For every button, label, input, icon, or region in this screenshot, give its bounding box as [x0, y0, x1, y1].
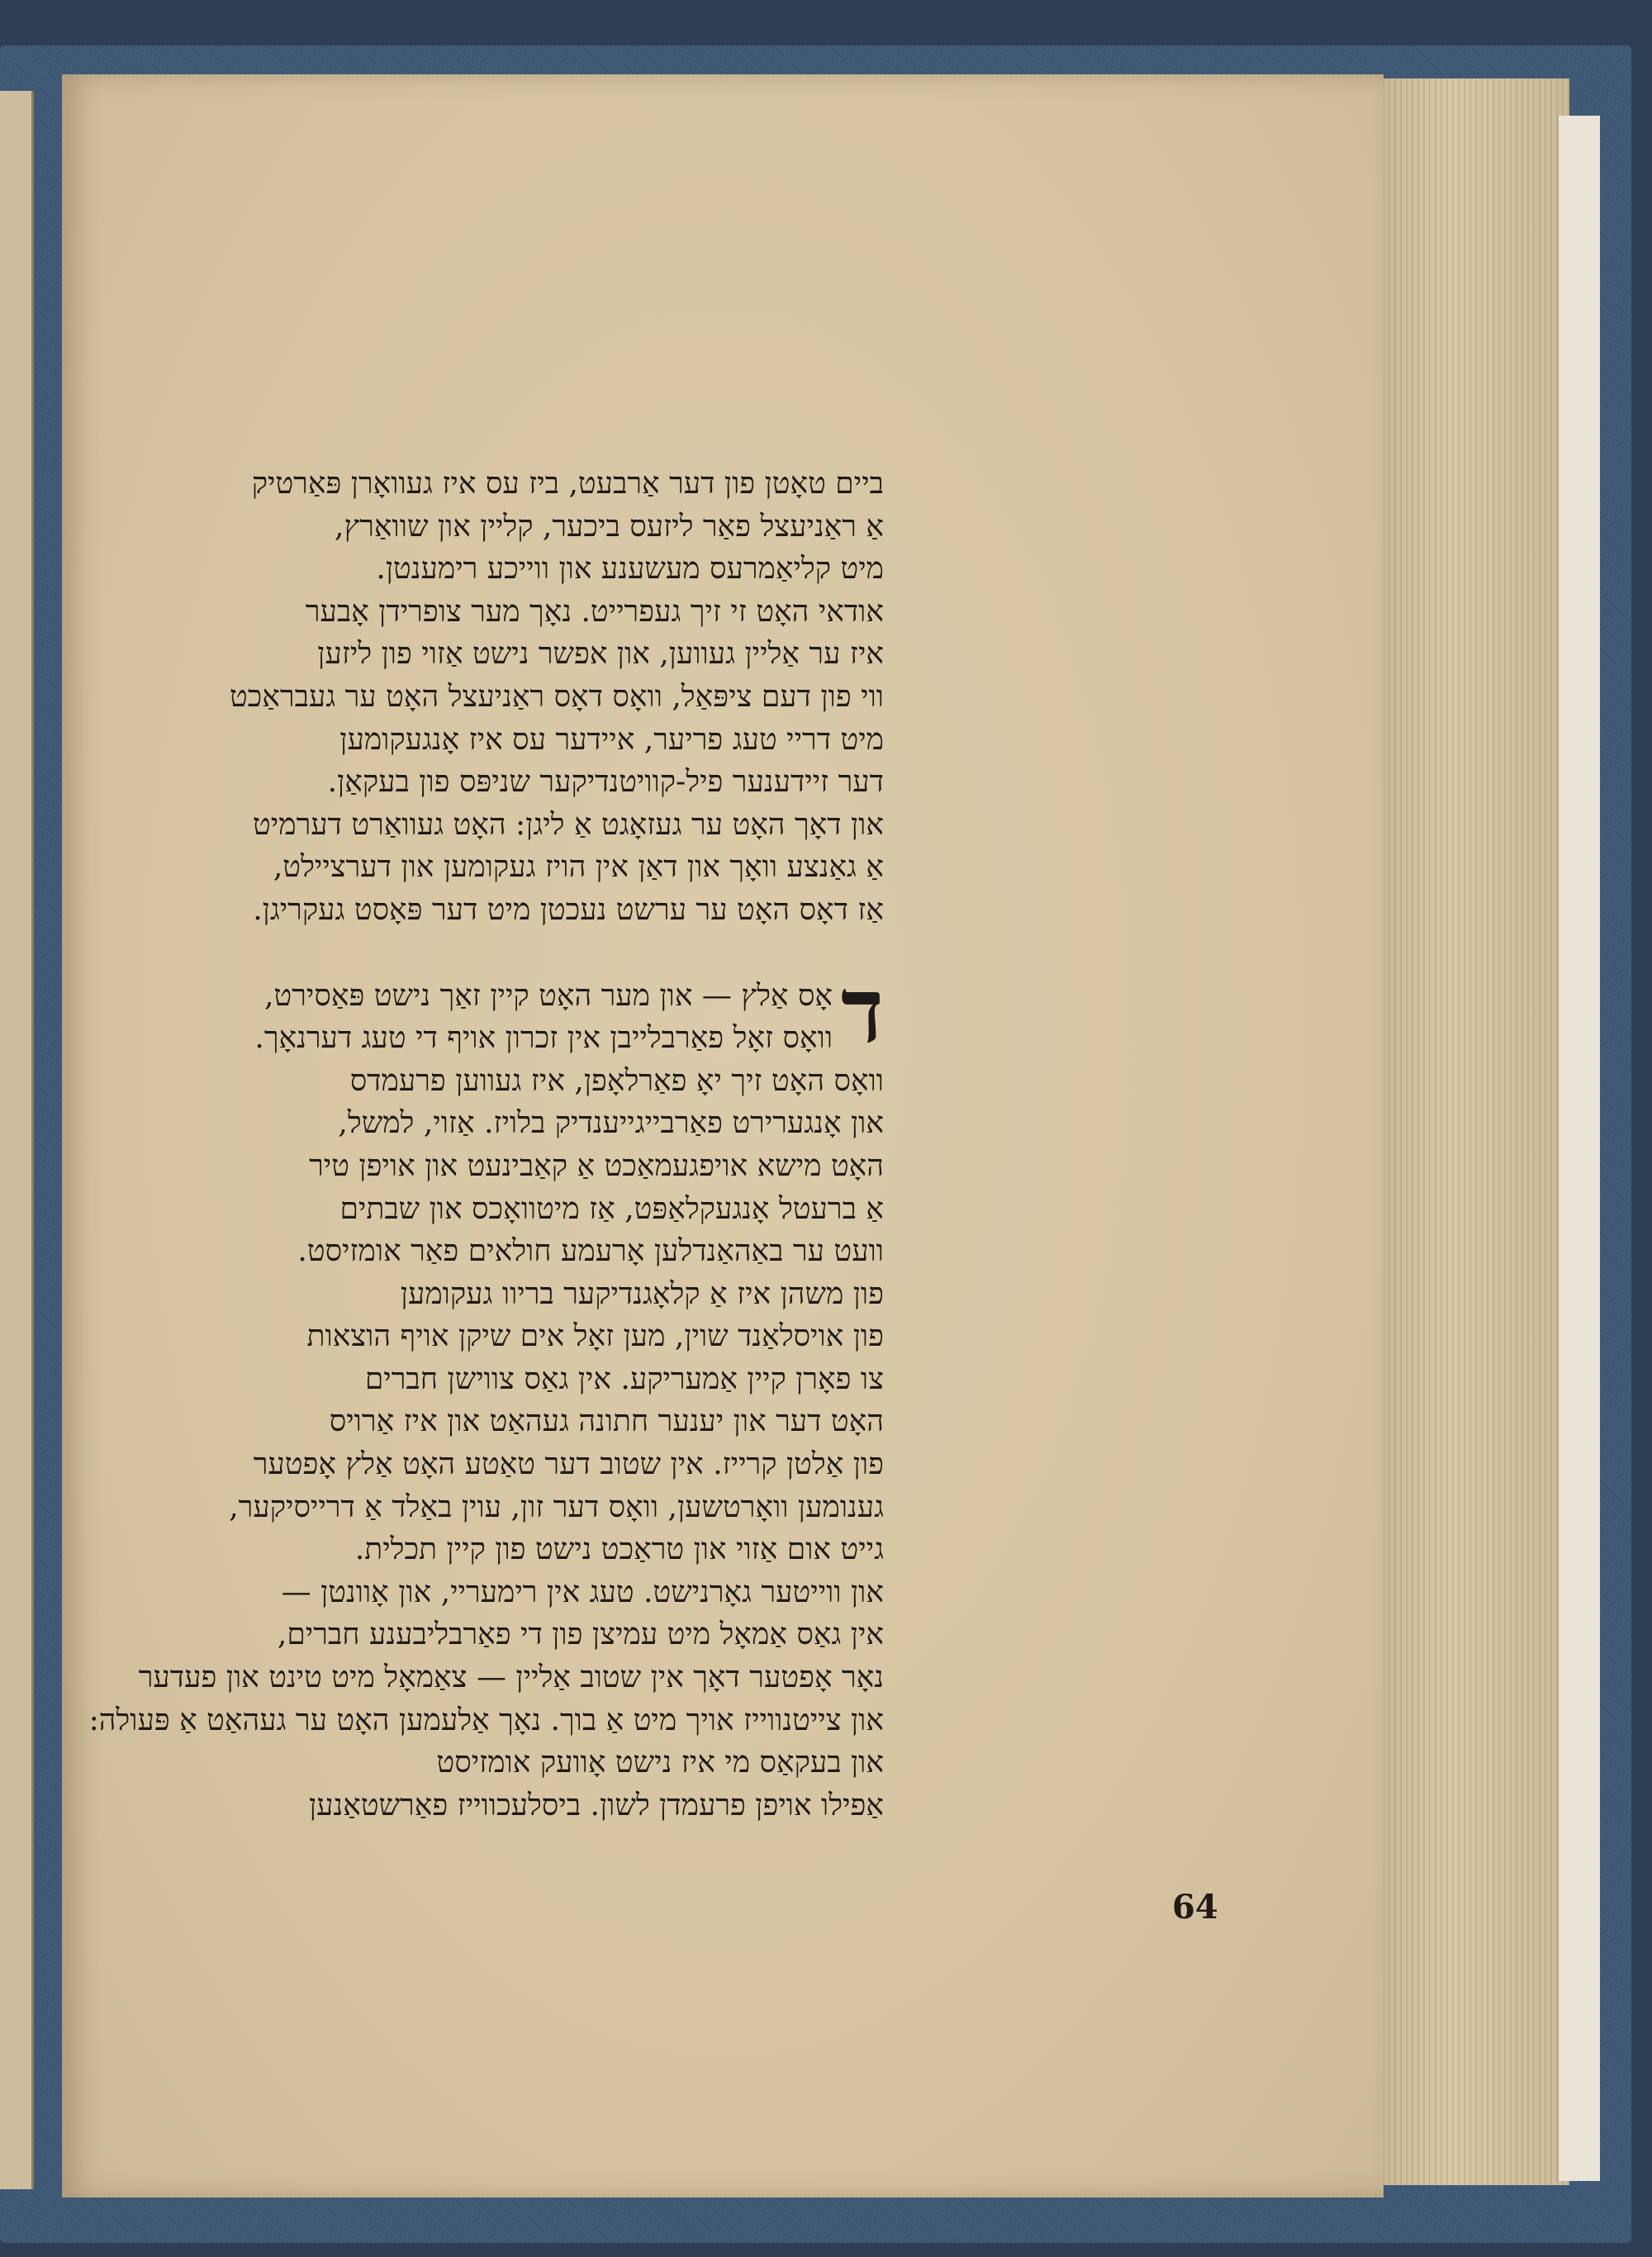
text-line: אודאי האָט זי זיך געפרייט. נאָך מער צופרידן אָבער	[305, 594, 884, 629]
page-stack-edge	[1371, 78, 1569, 2185]
paragraph-1	[0, 463, 884, 932]
text-line: און ווייטער גאָרנישט. טעג אין רימעריי, און אָוונטן —	[281, 1575, 884, 1609]
text-line: אין גאַס אַמאָל מיט עמיצן פון די פאַרבליבענע חברים,	[277, 1618, 884, 1652]
text-line: איז ער אַליין געווען, און אפשר נישט אַזוי פון ליזען	[317, 637, 884, 672]
loose-sheet	[1557, 116, 1600, 2181]
text-line: דער זיידענער פיל-קוויטנדיקער שניפּס פון בעקאַן.	[327, 765, 884, 800]
text-line: און אָנגערירט פאַרבייגייענדיק בלויז. אַזוי, למשל,	[338, 1106, 884, 1141]
text-line: נאָר אָפטער דאָך אין שטוב אַליין — צאַמאָל מיט טינט און פעדער	[138, 1661, 884, 1695]
text-line: און צייטנווייז אויך מיט אַ בוך. נאָך אַלעמען האָט ער געהאַט אַ פּעולה:	[88, 1703, 884, 1737]
text-line: און דאָך האָט ער געזאָגט אַ ליגן: האָט געוואַרט דערמיט	[253, 807, 884, 842]
text-line: וועט ער באַהאַנדלען אָרעמע חולאים פאַר אומזיסט.	[297, 1234, 884, 1269]
text-line: אַ ראַניעצל פאַר ליזעס ביכער, קליין און שוואַרץ,	[335, 509, 884, 544]
text-line: וואָס האָט זיך יאָ פאַרלאָפן, איז געווען פרעמדס	[349, 1063, 884, 1098]
text-line: מיט דריי טעג פריער, איידער עס איז אָנגעקומען	[339, 722, 884, 757]
text-line: האָט דער און יענער חתונה געהאַט און איז אַרויס	[329, 1404, 884, 1439]
text-line: אַ גאַנצע וואָך און דאַן אין הויז געקומען און דערציילט,	[273, 850, 884, 885]
text-line: פון אויסלאַנד שוין, מען זאָל אים שיקן אויף הוצאות	[306, 1319, 884, 1354]
text-line: מיט קליאַמרעס מעשענע און ווייכע רימענטן.	[376, 552, 884, 587]
text-line: פון אַלטן קרייז. אין שטוב דער טאַטע האָט אַלץ אָפטער	[253, 1447, 884, 1482]
text-line: צו פאָרן קיין אַמעריקע. אין גאַס צווישן חברים	[364, 1361, 884, 1396]
paragraph-2	[0, 958, 884, 1827]
text-line: אַפילו אויפן פרעמדן לשון. ביסלעכווייז פאַרשטאַנען	[308, 1788, 884, 1822]
text-line: גייט אום אַזוי און טראַכט נישט פון קיין תכלית.	[354, 1532, 884, 1567]
text-line: וואָס זאָל פאַרבלייבן אין זכרון אויף די טעג דערנאָך.	[254, 1021, 833, 1056]
text-line: האָט מישא אויפגעמאַכט אַ קאַבינעט און אויפן טיר	[309, 1148, 884, 1183]
text-line: ביים טאָטן פון דער אַרבעט, ביז עס איז געוואָרן פּאַרטיק	[251, 467, 884, 501]
text-line: גענומען וואָרטשען, וואָס דער זון, עוין באַלד אַ דרייסיקער,	[229, 1490, 884, 1524]
drop-cap: ד	[841, 958, 884, 1063]
text-line: ווי פון דעם ציפּאַל, וואָס דאָס ראַניעצל האָט ער געבראַכט	[229, 679, 884, 714]
page-text	[0, 463, 884, 1827]
section-gap	[0, 932, 884, 975]
text-line: און בעקאַס מי איז נישט אָוועק אומזיסט	[436, 1746, 884, 1780]
text-line: פון משהן איז אַ קלאָגנדיקער בריוו געקומען	[400, 1276, 884, 1311]
text-line: אַ ברעטל אָנגעקלאַפּט, אַז מיטוואָכס און שבתים	[339, 1191, 884, 1226]
page-number: 64	[1172, 1888, 1218, 1927]
text-line: אָס אַלץ — און מער האָט קיין זאַך נישט פּאַסירט,	[264, 978, 833, 1013]
book-page	[62, 74, 1384, 2198]
text-line: אַז דאָס האָט ער ערשט נעכטן מיט דער פּאָסט געקריגן.	[253, 892, 884, 927]
